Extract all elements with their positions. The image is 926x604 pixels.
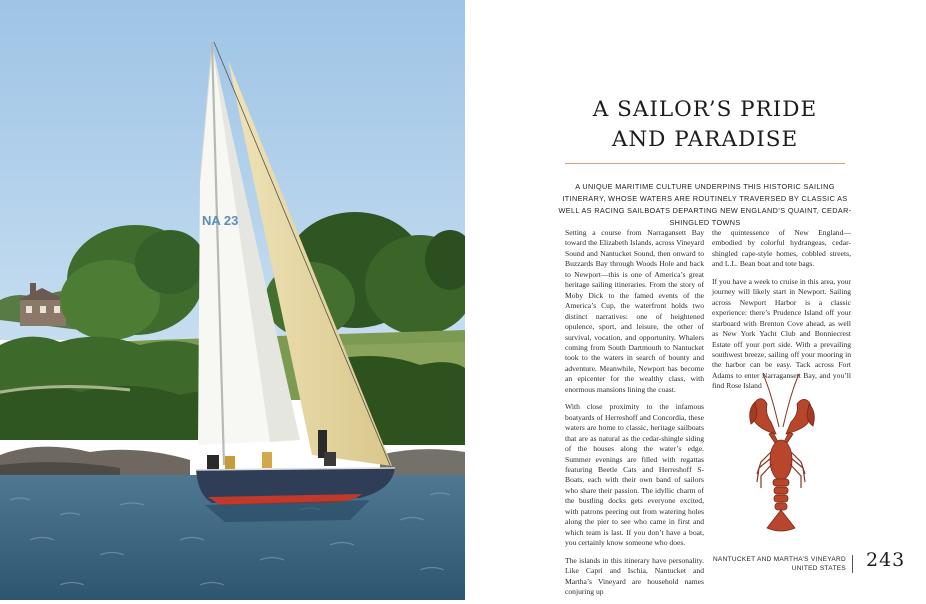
body-paragraph: If you have a week to cruise in this area, your journey will likely start in Newport. Sailing across Newport Harbor is a classic experience: there’s Prudence Island off your starboard with Brenton Cove ahead, as well as New York Yacht Club and Bonniecrest Estate off your port side. With a prevailing southwest breeze, sailing off your mooring in the harbor can be easy. Tack across Fort Adams to enter Narragansett Bay, and you’ll find Rose Island — [712, 276, 851, 391]
article-subtitle: A UNIQUE MARITIME CULTURE UNDERPINS THIS HISTORIC SAILING ITINERARY, WHOSE WATERS ARE ROUTINELY TRAVERSED BY CLASSIC AS WELL AS RACING SAILBOATS DEPARTING NEW ENGLAND’S QUAINT, CEDAR-SHINGLED TOWNS — [558, 182, 852, 227]
footer-divider — [852, 555, 853, 573]
body-column-left — [565, 228, 704, 604]
body-paragraph: The islands in this itinerary have personality. Like Capri and Ischia, Nantucket and Martha’s Vineyard are household names conjuring up — [565, 555, 704, 596]
body-paragraph: the quintessence of New England—embodied by colorful hydrangeas, cedar-shingled cape-style homes, cobbled streets, and L.L. Bean boat and tote bags. — [712, 228, 851, 269]
running-footer — [700, 555, 846, 573]
article-title — [565, 95, 845, 155]
sail-number: NA 23 — [202, 213, 239, 228]
body-paragraph: Setting a course from Narragansett Bay toward the Elizabeth Islands, across Vineyard Sound and Nantucket Sound, then onward to Buzzards Bay through Woods Hole and back to Newport—this is one of America’s great heritage sailing itineraries. From the story of Moby Dick to the famed events of the America’s Cup, the waterfront holds two distinct narratives: one of heightened opulence, sport, and leisure, the other of survival, vocation, and opportunity. Whalers coming from South Dartmouth to Nantucket took to the waters in search of bounty and adventure. Meanwhile, Newport has become an epicenter for the wealthy class, with enormous mansions lining the coast. — [565, 228, 704, 394]
title-line-2: AND PARADISE — [611, 127, 799, 152]
title-divider — [565, 163, 845, 164]
page-number: 243 — [866, 549, 906, 571]
footer-country: UNITED STATES — [791, 565, 846, 572]
lobster-illustration — [741, 372, 821, 537]
footer-section-title: NANTUCKET AND MARTHA’S VINEYARD — [712, 556, 846, 563]
body-paragraph: With close proximity to the infamous boatyards of Herreshoff and Concordia, these waters are home to classic, heritage sailboats that are as natural as the cedar-shingle siding of the houses along the water’s edge. Summer evenings are filled with regattas featuring Beetle Cats and Herreshoff S-Boats, each with their own band of sailors who share their passion. The idyllic charm of the bustling docks gets everyone excited, with patrons peering out from watering holes along the pier to see who came in first and which team is last. If you don’t have a boat, you certainly know someone who does. — [565, 402, 704, 548]
title-line-1: A SAILOR’S PRIDE — [592, 97, 818, 122]
sailboat-photo — [0, 0, 465, 600]
